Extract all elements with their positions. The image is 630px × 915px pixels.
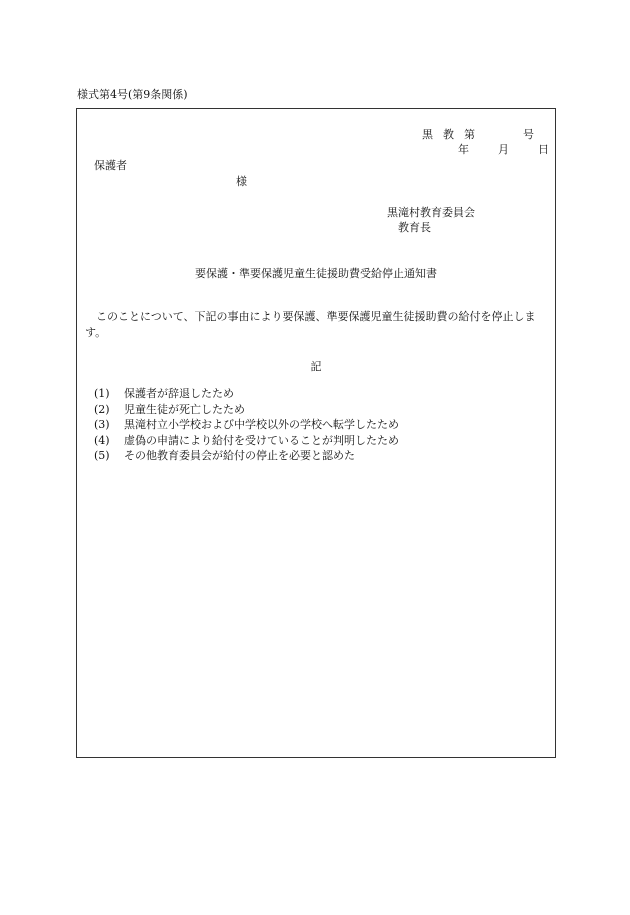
reason-number: (5): [94, 449, 110, 462]
document-number-line: [422, 126, 534, 142]
reason-number: (2): [94, 402, 110, 416]
issuer-organization: 黒滝村教育委員会: [387, 206, 475, 219]
list-item: [94, 433, 399, 449]
doc-number-char-2: 教: [443, 128, 454, 141]
reason-number: (1): [94, 387, 110, 400]
doc-number-suffix: 号: [523, 128, 534, 141]
reason-list: [94, 386, 399, 464]
reason-text: その他教育委員会が給付の停止を必要と認めた: [124, 449, 355, 462]
reason-number: (4): [94, 433, 110, 447]
reason-text: 保護者が辞退したため: [124, 387, 234, 400]
date-day: 日: [538, 143, 549, 156]
recipient-honorific: 様: [236, 175, 247, 188]
reason-text: 児童生徒が死亡したため: [124, 402, 245, 416]
doc-number-char-1: 黒: [422, 128, 433, 141]
date-month: 月: [498, 143, 509, 156]
reason-text: 虚偽の申請により給付を受けていることが判明したため: [124, 433, 399, 447]
document-title: 要保護・準要保護児童生徒援助費受給停止通知書: [195, 267, 437, 280]
date-year: 年: [458, 143, 469, 156]
list-item: [94, 448, 399, 464]
reason-number: (3): [94, 418, 110, 431]
list-item: [94, 386, 399, 402]
reason-text: 黒滝村立小学校および中学校以外の学校へ転学したため: [124, 418, 399, 431]
date-line: [458, 141, 549, 157]
form-number-label: 様式第4号(第9条関係): [77, 88, 188, 101]
issuer-title: 教育長: [398, 221, 431, 234]
ki-heading: 記: [310, 360, 322, 373]
notice-form-frame: [76, 108, 556, 758]
list-item: [94, 417, 399, 433]
list-item: [94, 402, 399, 418]
doc-number-char-3: 第: [464, 128, 475, 141]
guardian-label: 保護者: [94, 159, 127, 172]
notice-body-text: このことについて、下記の事由により要保護、準要保護児童生徒援助費の給付を停止します。: [85, 310, 536, 339]
